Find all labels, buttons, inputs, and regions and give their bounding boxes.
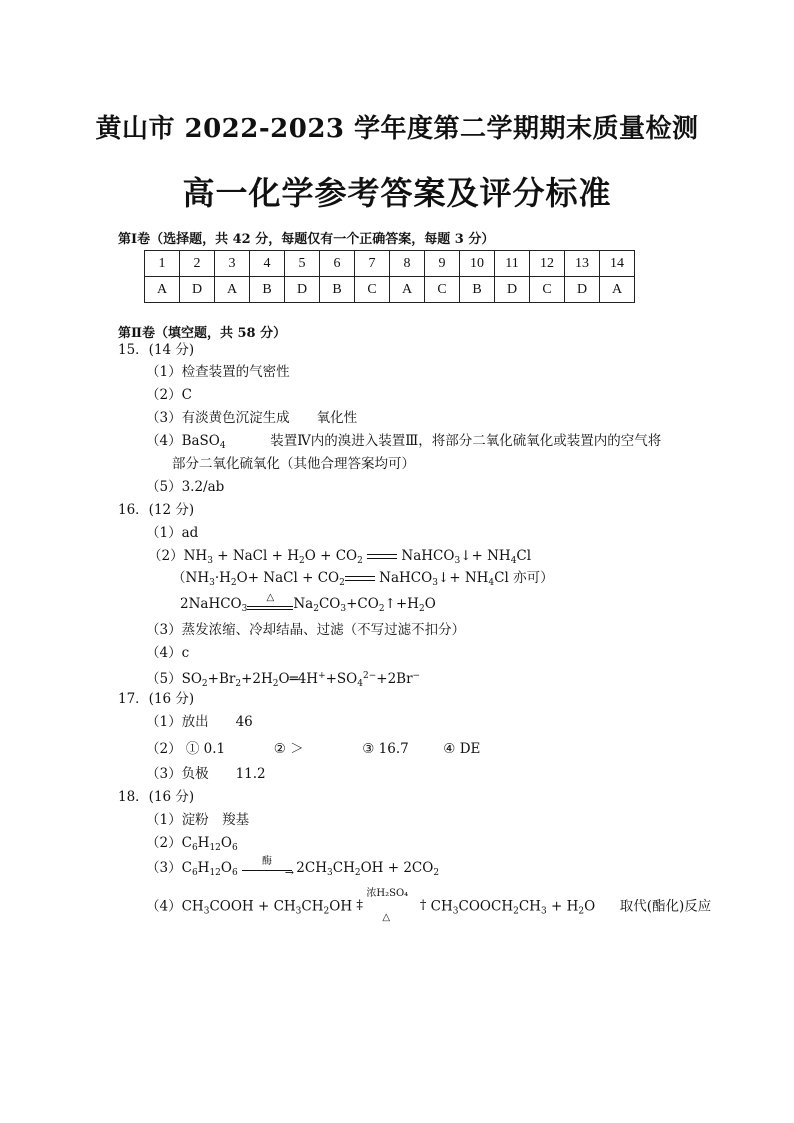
table-cell: 7 <box>355 251 390 277</box>
table-row-numbers <box>145 251 635 277</box>
q16-answer-2: $(2)NH_3$ + NaCl + $H_2O + CO_2$ NaHCO$_3$↓+ $NH_4Cl$ <box>148 548 532 566</box>
q17-label: 17．(16 分) <box>118 691 195 707</box>
q18-reaction-type: 取代(酯化)反应 <box>619 898 712 915</box>
q15-label: 15．(14 分) <box>118 342 195 358</box>
q16-label: 16．(12 分) <box>118 502 195 518</box>
q18-label: 18．(16 分) <box>118 789 195 805</box>
q16-answer-2-alt-close: 亦可） <box>513 570 554 586</box>
table-cell: C <box>355 277 390 303</box>
q18-answer-4-label: （4） <box>146 898 182 915</box>
q15-answer-5: （5）3.2/ab <box>146 479 225 495</box>
q17-answer-1: （1）放出 46 <box>146 714 253 730</box>
table-cell: 10 <box>460 251 495 277</box>
q17-answer-2-1: ① 0.1 <box>185 741 226 757</box>
q17-answer-3: （3）负极 11.2 <box>146 766 266 782</box>
q18-answer-4: $(4)CH_3COOH + CH_3CH_2OH$ ‡ 浓H₂SO₄ △ † $CH_3COOCH_2CH_3 + H_2O$ 取代(酯化)反应 <box>146 888 712 923</box>
table-row-answers <box>145 277 635 303</box>
part2-heading: 第Ⅱ卷（填空题，共 58 分） <box>118 326 287 341</box>
part1-heading: 第Ⅰ卷（选择题，共 42 分，每题仅有一个正确答案，每题 3 分） <box>118 232 495 247</box>
document-title: 黄山市 2022-2023 学年度第二学期期末质量检测 <box>95 114 699 144</box>
document-subtitle: 高一化学参考答案及评分标准 <box>182 174 612 212</box>
heat-arrow-icon: △ <box>247 598 293 612</box>
table-cell: D <box>180 277 215 303</box>
table-cell: 9 <box>425 251 460 277</box>
q15-answer-2: （2）C <box>146 387 192 403</box>
table-cell: 8 <box>390 251 425 277</box>
q15-answer-4-text: 装置Ⅳ内的溴进入装置Ⅲ，将部分二氧化硫氧化或装置内的空气将 <box>270 433 662 449</box>
q18-answer-1: （1）淀粉 羧基 <box>146 812 250 828</box>
table-cell: 12 <box>530 251 565 277</box>
table-cell: D <box>565 277 600 303</box>
q15-answer-4-sub: 4 <box>219 441 226 451</box>
table-cell: B <box>460 277 495 303</box>
q16-answer-2-decomp: 2NaHCO$_3$ △ $Na_2CO_3+CO_2↑+H_2O$ <box>180 591 436 614</box>
q16-answer-5: $(5)SO_2+Br_2+2H_2O═4H^++SO_4^{2-}+2Br^-$ <box>146 671 421 689</box>
q15-answer-3: （3）有淡黄色沉淀生成 氧化性 <box>146 410 358 426</box>
table-cell: D <box>495 277 530 303</box>
table-cell: 1 <box>145 251 180 277</box>
q18-answer-2: $(2)C_6H_{12}O_6$ <box>146 835 238 853</box>
q16-answer-2-label: （2） <box>148 548 184 564</box>
q16-answer-2-alt-open: （ <box>172 570 186 586</box>
equals-arrow-icon <box>367 552 397 562</box>
q18-answer-3-label: （3） <box>146 860 182 876</box>
table-cell: A <box>600 277 635 303</box>
equals-arrow-icon <box>345 574 375 584</box>
table-cell: B <box>320 277 355 303</box>
q16-answer-2-alt: （$NH_3\cdot H_2O+$ NaCl + $CO_2$ NaHCO$_3$↓+ $NH_4Cl$ 亦可） <box>172 570 554 588</box>
q16-answer-1: （1）ad <box>146 525 199 541</box>
q17-answer-2-4: ④ DE <box>443 741 481 757</box>
q18-answer-3: $(3)C_6H_{12}O_6$ 酶 → $2CH_3CH_2OH + 2CO_2$ <box>146 855 440 879</box>
q17-answer-2-3: ③ 16.7 <box>362 741 409 757</box>
table-cell: 5 <box>285 251 320 277</box>
q15-answer-4 <box>146 433 661 454</box>
table-cell: 2 <box>180 251 215 277</box>
answer-table <box>144 250 635 303</box>
q16-answer-5-label: （5） <box>146 671 182 687</box>
table-cell: C <box>530 277 565 303</box>
table-cell: 3 <box>215 251 250 277</box>
q18-answer-2-label: （2） <box>146 835 182 851</box>
q15-answer-4-prefix: （4）BaSO <box>146 433 220 449</box>
q17-answer-2-2: ② ＞ <box>273 741 304 757</box>
q15-answer-1: （1）检查装置的气密性 <box>146 364 290 380</box>
q16-answer-4: （4）c <box>146 645 190 661</box>
table-cell: C <box>425 277 460 303</box>
enzyme-arrow-icon: 酶 → <box>242 862 292 876</box>
q16-answer-3: （3）蒸发浓缩、冷却结晶、过滤（不写过滤不扣分） <box>146 622 466 638</box>
table-cell: 11 <box>495 251 530 277</box>
table-cell: D <box>285 277 320 303</box>
q15-answer-4-cont: 部分二氧化硫氧化（其他合理答案均可） <box>172 456 415 472</box>
reversible-arrow-icon: ‡ 浓H₂SO₄ △ † <box>356 888 427 923</box>
table-cell: B <box>250 277 285 303</box>
table-cell: 4 <box>250 251 285 277</box>
table-cell: A <box>215 277 250 303</box>
table-cell: A <box>145 277 180 303</box>
table-cell: 6 <box>320 251 355 277</box>
q17-answer-2 <box>146 741 480 757</box>
q17-answer-2-label: （2） <box>146 741 182 757</box>
table-cell: 13 <box>565 251 600 277</box>
table-cell: A <box>390 277 425 303</box>
table-cell: 14 <box>600 251 635 277</box>
